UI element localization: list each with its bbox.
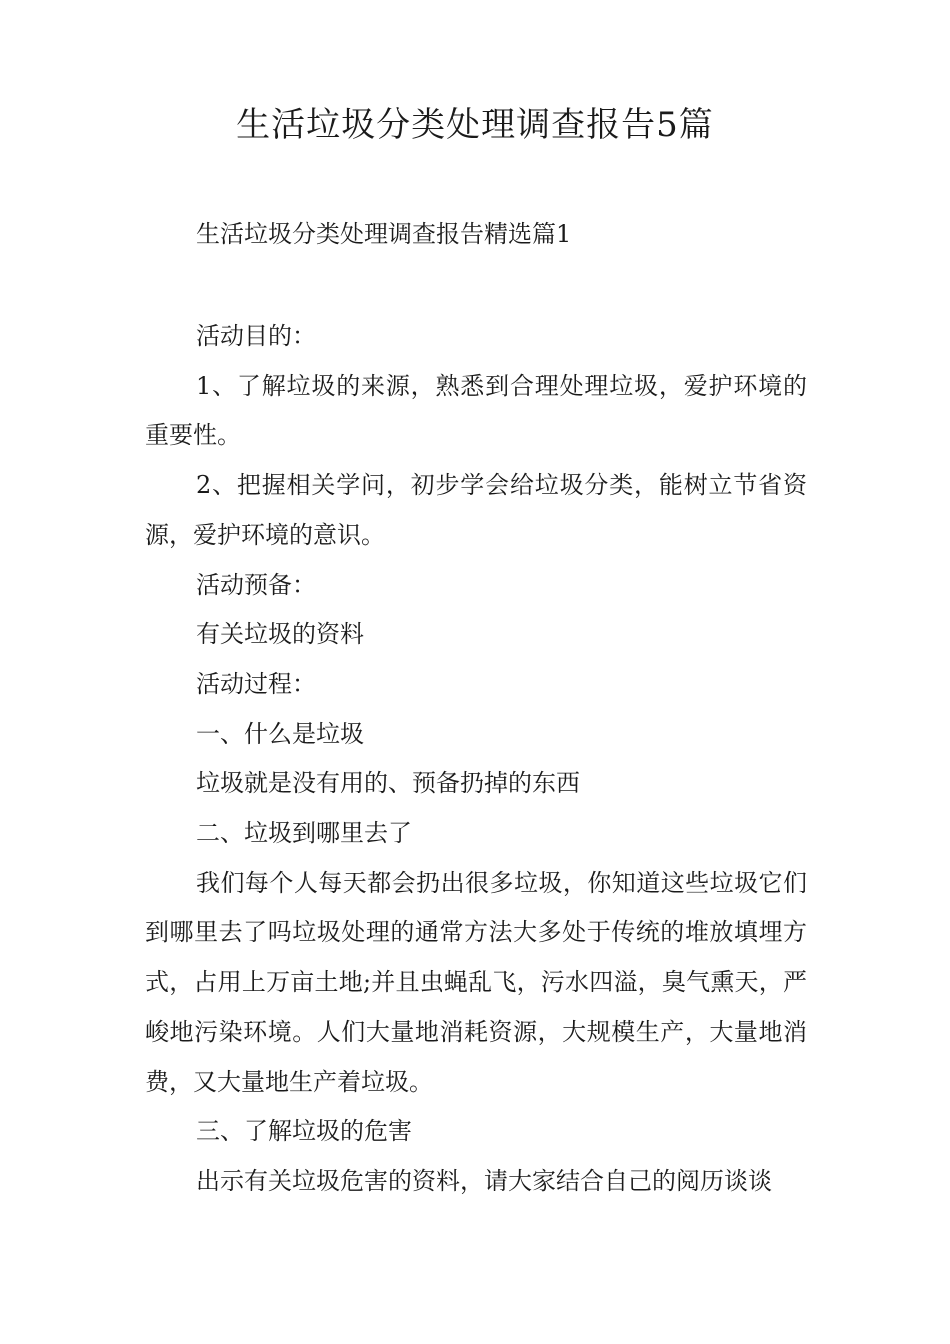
paragraph-section-3-text: 出示有关垃圾危害的资料，请大家结合自己的阅历谈谈 (196, 1166, 772, 1195)
paragraph-purpose-2: 2、把握相关学问，初步学会给垃圾分类，能树立节省资源，爱护环境的意识。 (145, 471, 807, 549)
paragraph-process-heading: 活动过程： (196, 669, 316, 698)
paragraph-preparation-item: 有关垃圾的资料 (196, 620, 364, 649)
section-subtitle: 生活垃圾分类处理调查报告精选篇1 (196, 220, 572, 248)
paragraph-preparation-heading: 活动预备： (196, 570, 316, 599)
paragraph-section-1-heading: 一、什么是垃圾 (196, 719, 364, 748)
document-title: 生活垃圾分类处理调查报告5篇 (236, 105, 714, 145)
paragraph-section-2-text: 我们每个人每天都会扔出很多垃圾，你知道这些垃圾它们到哪里去了吗垃圾处理的通常方法大多处于传统的堆放填埋方式，占用上万亩土地;并且虫蝇乱飞，污水四溢，臭气熏天，严峻地污染环境。人们大量地消耗资源，大规模生产，大量地消费，又大量地生产着垃圾。 (145, 868, 807, 1096)
paragraph-section-3-heading: 三、了解垃圾的危害 (196, 1117, 412, 1146)
paragraph-section-2-heading: 二、垃圾到哪里去了 (196, 819, 412, 848)
paragraph-purpose-1: 1、了解垃圾的来源，熟悉到合理处理垃圾，爱护环境的重要性。 (145, 371, 807, 450)
document-body (145, 312, 807, 1207)
paragraph-purpose-heading: 活动目的： (196, 322, 316, 350)
paragraph-section-1-text: 垃圾就是没有用的、预备扔掉的东西 (196, 769, 580, 798)
